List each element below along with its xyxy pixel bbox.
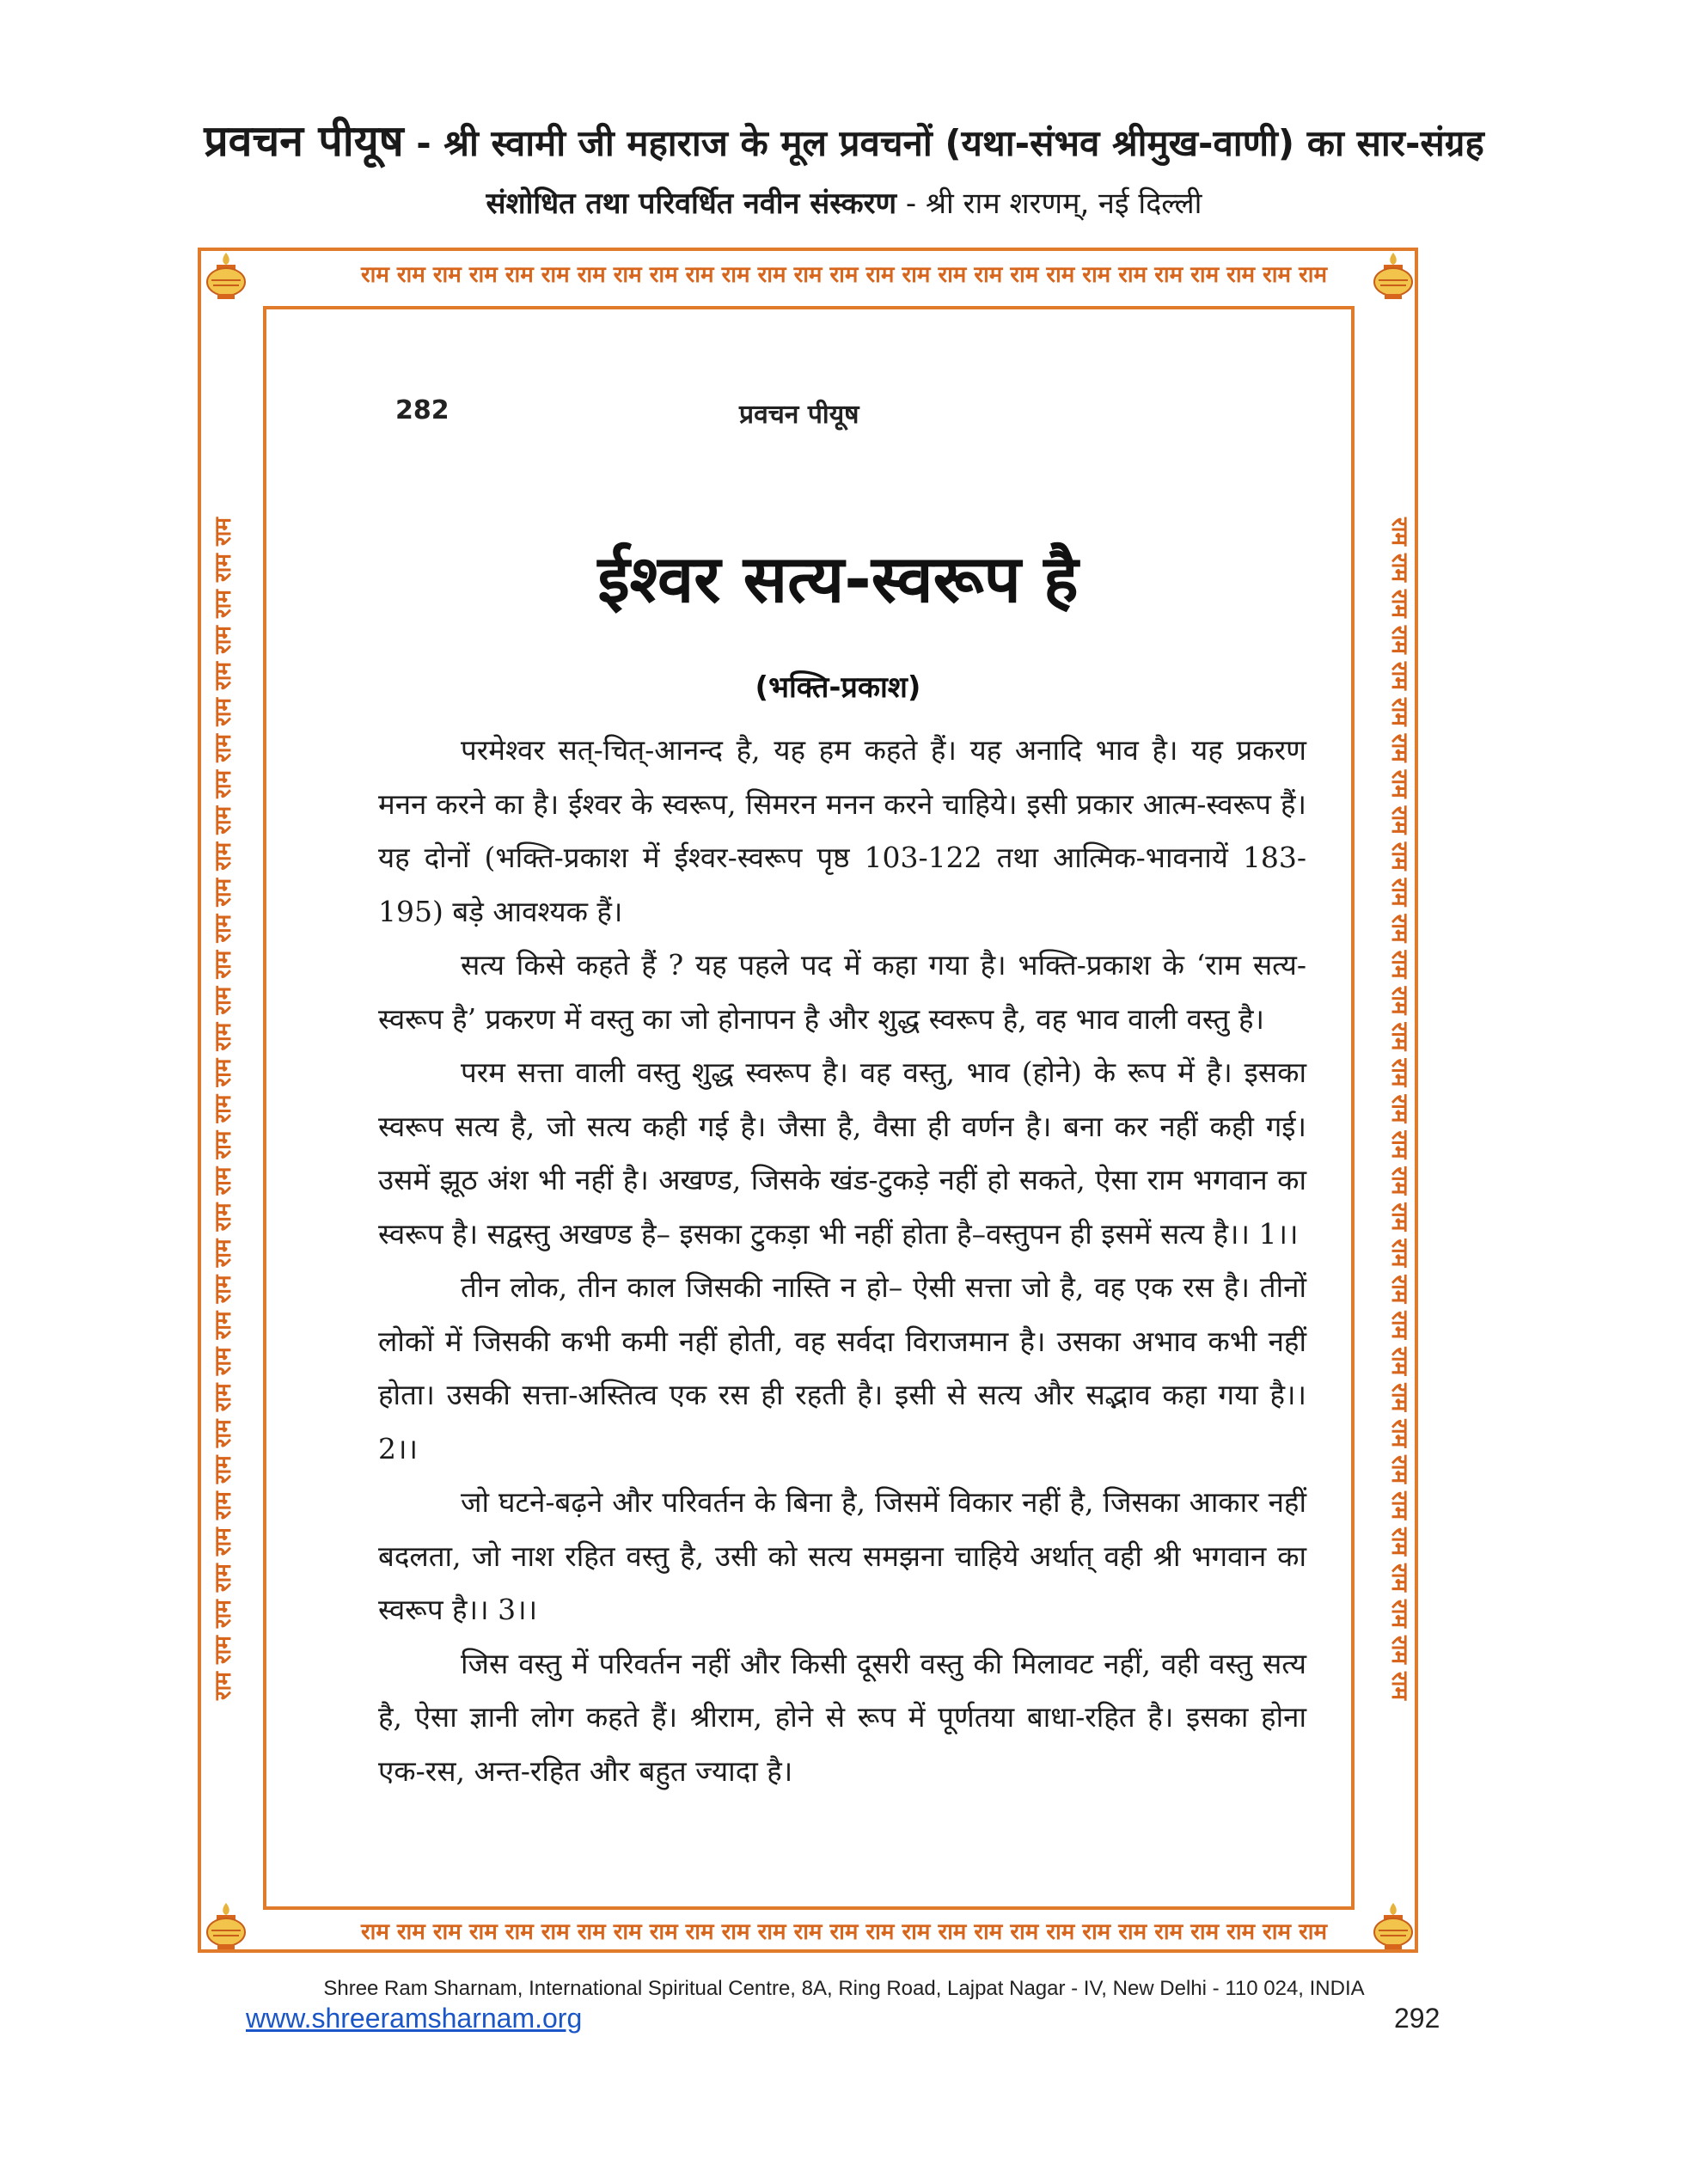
ram-border-right: राम राम राम राम राम राम राम राम राम राम राम राम राम राम राम राम राम राम राम राम राम राम राम राम राम राम राम राम राम राम राम राम राम <box>1386 517 1412 1700</box>
ram-border-top: राम राम राम राम राम राम राम राम राम राम राम राम राम राम राम राम राम राम राम राम राम राम राम राम राम राम राम <box>360 262 1328 288</box>
book-title: प्रवचन पीयूष <box>204 116 404 166</box>
book-subtitle: - श्री स्वामी जी महाराज के मूल प्रवचनों (यथा-संभव श्रीमुख-वाणी) का सार-संग्रह <box>403 122 1484 164</box>
edition-label: संशोधित तथा परिवर्धित नवीन संस्करण <box>486 187 897 221</box>
kalash-corner-icon <box>203 251 249 301</box>
edition-publisher: - श्री राम शरणम्, नई दिल्ली <box>896 187 1202 221</box>
book-header <box>0 110 1688 168</box>
kalash-corner-icon <box>203 1901 249 1951</box>
ram-border-left: राम राम राम राम राम राम राम राम राम राम राम राम राम राम राम राम राम राम राम राम राम राम राम राम राम राम राम राम राम राम राम राम राम <box>211 517 236 1700</box>
pdf-page-number: 292 <box>1394 2003 1440 2034</box>
footer-address: Shree Ram Sharnam, International Spiritual Centre, 8A, Ring Road, Lajpat Nagar - IV, New Delhi - 110 024, INDIA <box>323 1977 1365 2000</box>
paragraph: सत्य किसे कहते हैं ? यह पहले पद में कहा गया है। भक्ति-प्रकाश के ‘राम सत्य-स्वरूप है’ प्रकरण में वस्तु का जो होनापन है और शुद्ध स्वरूप है, वह भाव वाली वस्तु है। <box>378 948 1306 1036</box>
paragraph: परम सत्ता वाली वस्तु शुद्ध स्वरूप है। वह वस्तु, भाव (होने) के रूप में है। इसका स्वरूप सत्य है, जो सत्य कही गई है। जैसा है, वैसा ही वर्णन है। बना कर नहीं कही गई। उसमें झूठ अंश भी नहीं है। अखण्ड, जिसके खंड-टुकड़े नहीं हो सकते, ऐसा राम भगवान का स्वरूप है। सद्वस्तु अखण्ड है– इसका टुकड़ा भी नहीं होता है–वस्तुपन ही इसमें सत्य है।। 1।। <box>378 1055 1306 1251</box>
paragraph: जो घटने-बढ़ने और परिवर्तन के बिना है, जिसमें विकार नहीं है, जिसका आकार नहीं बदलता, जो नाश रहित वस्तु है, उसी को सत्य समझना चाहिये अर्थात् वही श्री भगवान का स्वरूप है।। 3।। <box>378 1485 1306 1626</box>
kalash-corner-icon <box>1370 1901 1416 1951</box>
paragraph: जिस वस्तु में परिवर्तन नहीं और किसी दूसरी वस्तु की मिलावट नहीं, वही वस्तु सत्य है, ऐसा ज्ञानी लोग कहते हैं। श्रीराम, होने से रूप में पूर्णतया बाधा-रहित है। इसका होना एक-रस, अन्त-रहित और बहुत ज्यादा है। <box>378 1646 1306 1788</box>
website-link[interactable]: www.shreeramsharnam.org <box>246 2003 583 2034</box>
running-head: प्रवचन पीयूष <box>739 400 859 430</box>
edition-line <box>0 182 1688 222</box>
ram-border-bottom: राम राम राम राम राम राम राम राम राम राम राम राम राम राम राम राम राम राम राम राम राम राम राम राम राम राम राम <box>360 1919 1328 1945</box>
paragraph: तीन लोक, तीन काल जिसकी नास्ति न हो– ऐसी सत्ता जो है, वह एक रस है। तीनों लोकों में जिसकी कभी कमी नहीं होती, वह सर्वदा विराजमान है। उसका अभाव कभी नहीं होता। उसकी सत्ता-अस्तित्व एक रस ही रहती है। इसी से सत्य और सद्भाव कहा गया है।। 2।। <box>378 1270 1306 1465</box>
chapter-body <box>378 724 1306 1798</box>
kalash-corner-icon <box>1370 251 1416 301</box>
chapter-title: ईश्वर सत्य-स्वरूप है <box>597 541 1079 617</box>
chapter-source: (भक्ति-प्रकाश) <box>755 670 921 705</box>
book-page-number: 282 <box>395 395 450 425</box>
paragraph: परमेश्वर सत्-चित्-आनन्द है, यह हम कहते हैं। यह अनादि भाव है। यह प्रकरण मनन करने का है। ईश्वर के स्वरूप, सिमरन मनन करने चाहिये। इसी प्रकार आत्म-स्वरूप हैं। यह दोनों (भक्ति-प्रकाश में ईश्वर-स्वरूप पृष्ठ 103-122 तथा आत्मिक-भावनायें 183-195) बड़े आवश्यक हैं। <box>378 733 1306 928</box>
